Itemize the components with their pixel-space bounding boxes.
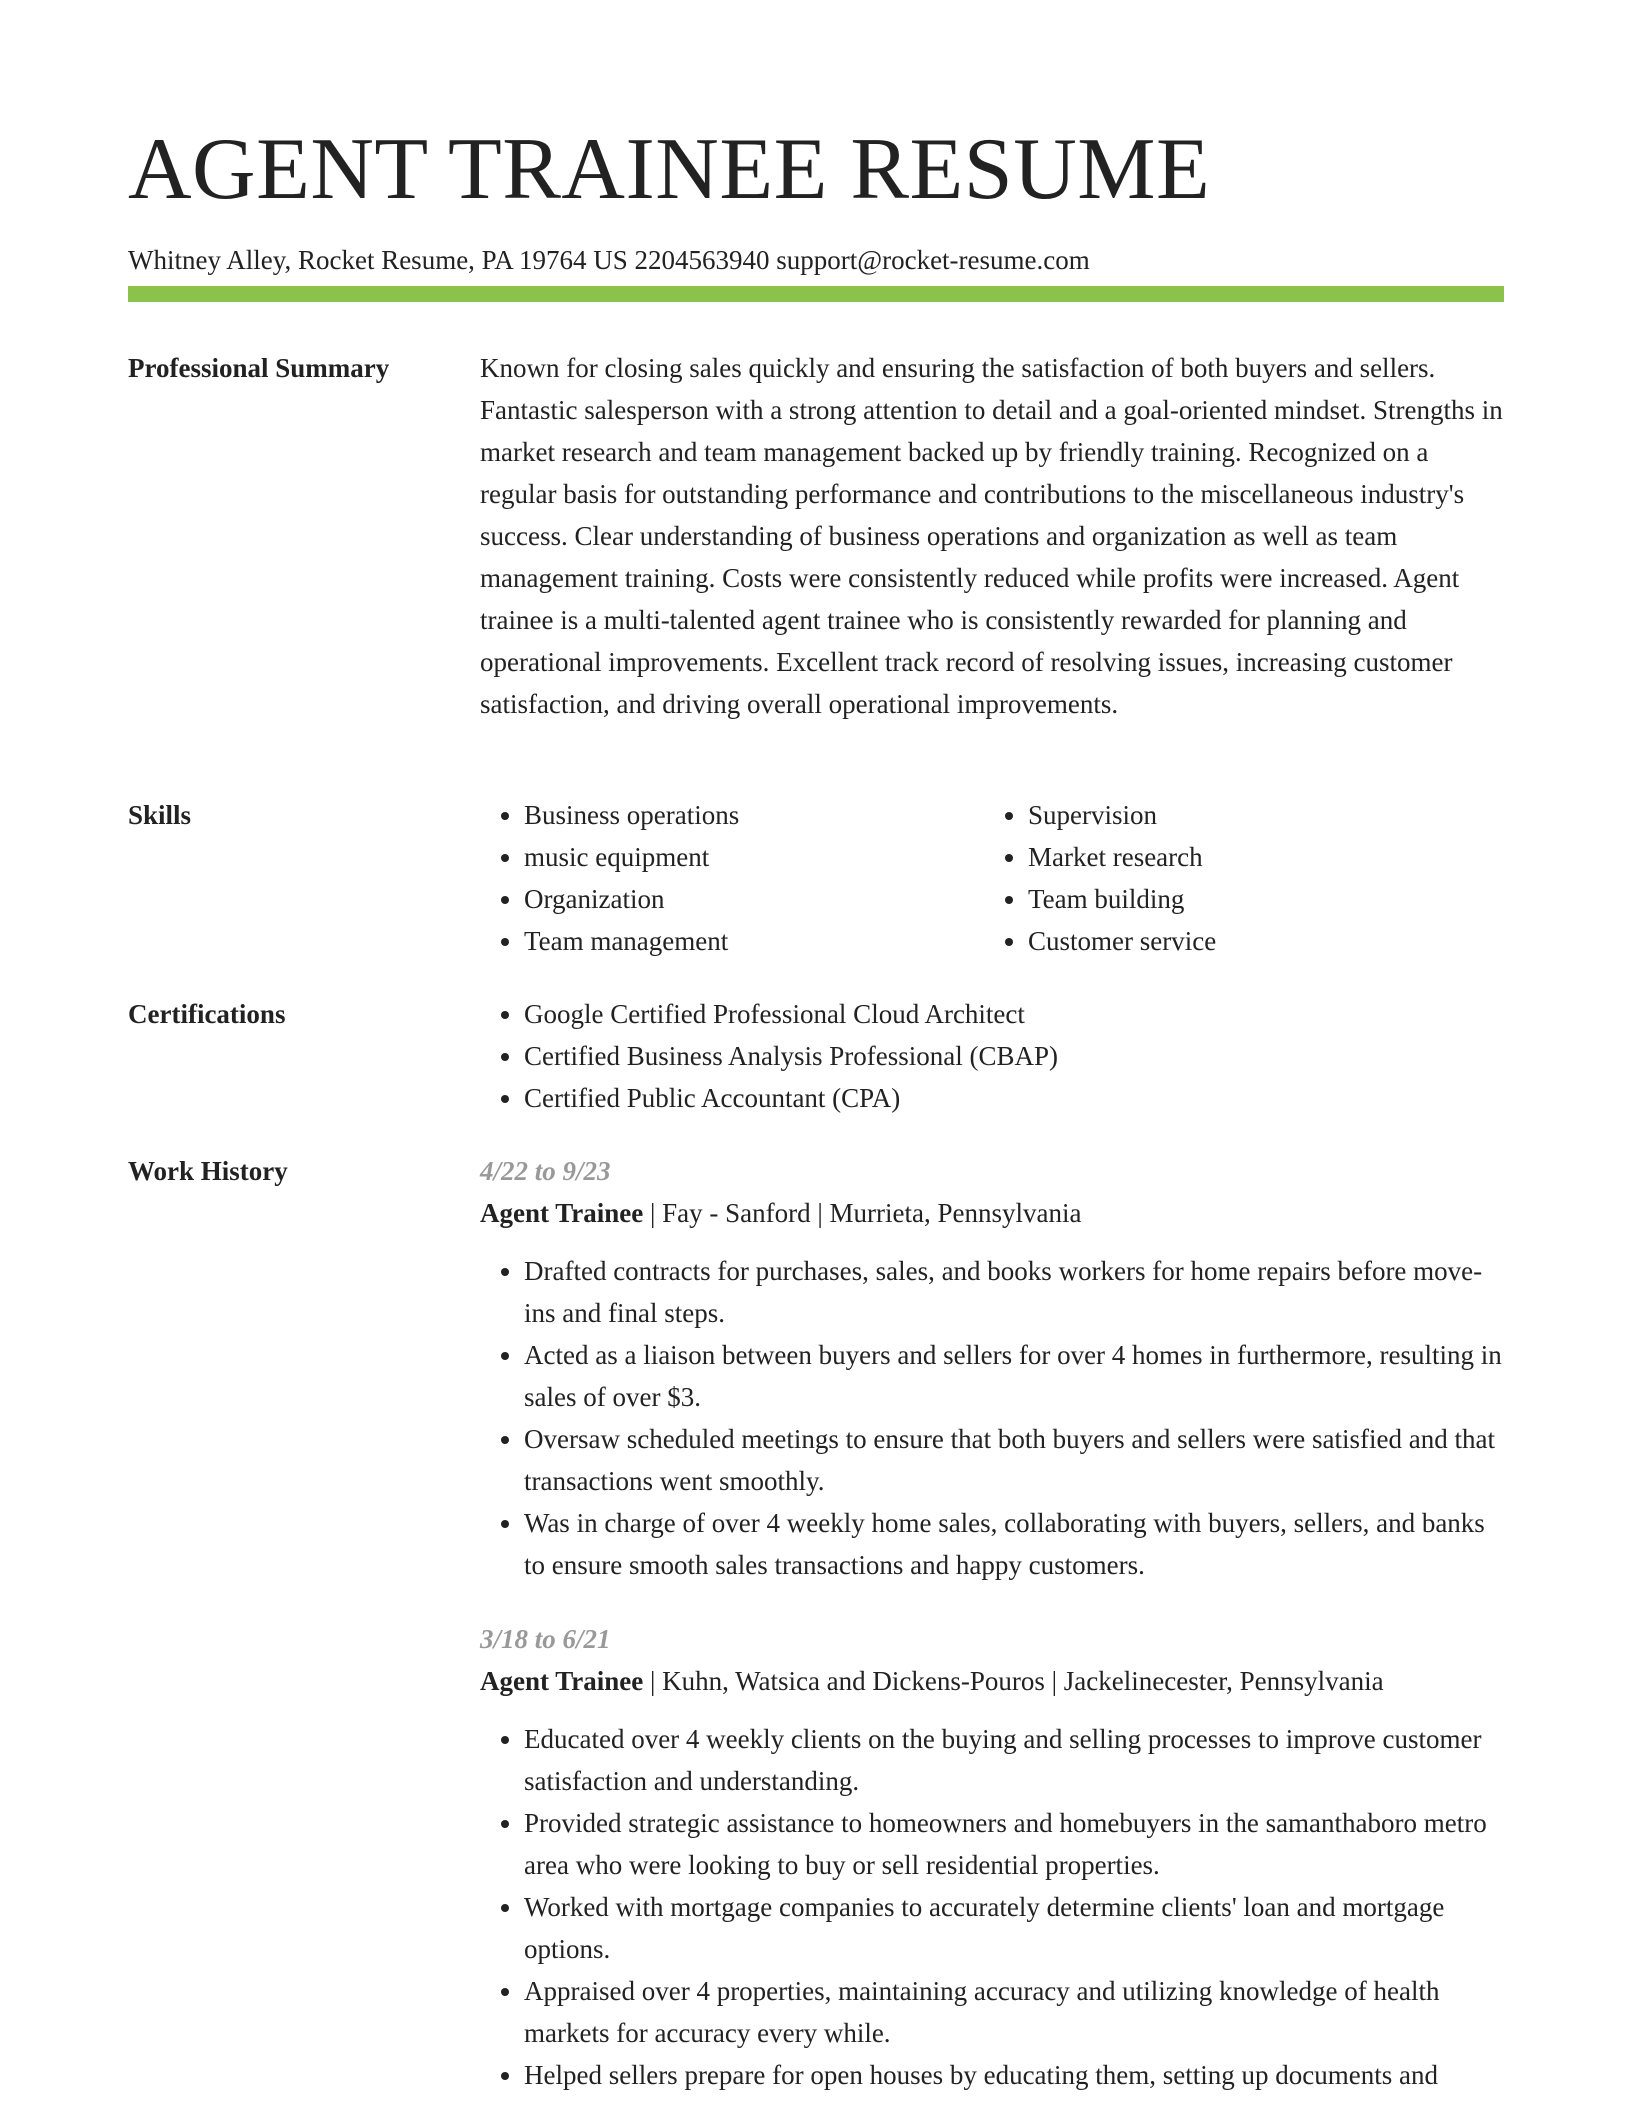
- job-employer-location: | Kuhn, Watsica and Dickens-Pouros | Jackelinecester, Pennsylvania: [643, 1666, 1384, 1696]
- job-title: Agent Trainee: [480, 1666, 644, 1696]
- skills-column-right: [984, 794, 1488, 962]
- job-dates: 4/22 to 9/23: [480, 1156, 611, 1186]
- certification-item: • Certified Business Analysis Professional (CBAP): [524, 1035, 1506, 1077]
- skill-item: • music equipment: [524, 836, 984, 878]
- job-bullet-list: [480, 1250, 1506, 1586]
- certification-item: • Certified Public Accountant (CPA): [524, 1077, 1506, 1119]
- job-bullet: • Provided strategic assistance to homeowners and homebuyers in the samanthaboro metro area who were looking to buy or sell residential properties.: [524, 1802, 1506, 1886]
- skill-item: • Supervision: [1028, 794, 1488, 836]
- skills-list-right: [984, 794, 1488, 962]
- job-bullet-list: [480, 1718, 1506, 2096]
- job-employer-location: | Fay - Sanford | Murrieta, Pennsylvania: [643, 1198, 1082, 1228]
- work-history-heading: Work History: [128, 1156, 288, 1186]
- skills-body: [480, 794, 1506, 962]
- skills-list-left: [480, 794, 984, 962]
- job-bullet: • Drafted contracts for purchases, sales, and books workers for home repairs before move-ins and final steps.: [524, 1250, 1506, 1334]
- resume-header: [128, 118, 1504, 276]
- job-heading: [480, 1660, 1506, 1702]
- skill-item: • Business operations: [524, 794, 984, 836]
- work-history-body: [480, 1150, 1506, 2096]
- skill-item: • Market research: [1028, 836, 1488, 878]
- job-dates: 3/18 to 6/21: [480, 1624, 611, 1654]
- skill-item: • Customer service: [1028, 920, 1488, 962]
- summary-body: [480, 347, 1506, 725]
- certifications-list: [480, 993, 1506, 1119]
- skills-heading: Skills: [128, 800, 192, 830]
- summary-text: Known for closing sales quickly and ensuring the satisfaction of both buyers and sellers. Fantastic salesperson with a strong attention to detail and a goal-oriented mindset. Strengths in market research and team management backed up by friendly training. Recognized on a regular basis for outstanding performance and contributions to the miscellaneous industry's success. Clear understanding of business operations and organization as well as team management training. Costs were consistently reduced while profits were increased. Agent trainee is a multi-talented agent trainee who is consistently rewarded for planning and operational improvements. Excellent track record of resolving issues, increasing customer satisfaction, and driving overall operational improvements.: [480, 353, 1503, 719]
- resume-title: AGENT TRAINEE RESUME: [128, 121, 1211, 218]
- summary-heading: Professional Summary: [128, 353, 390, 383]
- certifications-body: [480, 993, 1506, 1119]
- job-bullet: • Worked with mortgage companies to accurately determine clients' loan and mortgage options.: [524, 1886, 1506, 1970]
- contact-line: Whitney Alley, Rocket Resume, PA 19764 US 2204563940 support@rocket-resume.com: [128, 245, 1090, 275]
- job-entry: [480, 1618, 1506, 2096]
- job-bullet: • Educated over 4 weekly clients on the buying and selling processes to improve customer satisfaction and understanding.: [524, 1718, 1506, 1802]
- job-heading: [480, 1192, 1506, 1234]
- job-bullet: • Oversaw scheduled meetings to ensure that both buyers and sellers were satisfied and that transactions went smoothly.: [524, 1418, 1506, 1502]
- skill-item: • Team building: [1028, 878, 1488, 920]
- certification-item: • Google Certified Professional Cloud Architect: [524, 993, 1506, 1035]
- job-bullet: • Appraised over 4 properties, maintaining accuracy and utilizing knowledge of health markets for accuracy every while.: [524, 1970, 1506, 2054]
- certifications-heading: Certifications: [128, 999, 286, 1029]
- job-bullet: • Acted as a liaison between buyers and sellers for over 4 homes in furthermore, resulting in sales of over $3.: [524, 1334, 1506, 1418]
- job-bullet: • Helped sellers prepare for open houses by educating them, setting up documents and: [524, 2054, 1506, 2096]
- accent-divider: [128, 286, 1504, 302]
- job-bullet: • Was in charge of over 4 weekly home sales, collaborating with buyers, sellers, and banks to ensure smooth sales transactions and happy customers.: [524, 1502, 1506, 1586]
- skill-item: • Organization: [524, 878, 984, 920]
- skill-item: • Team management: [524, 920, 984, 962]
- skills-column-left: [480, 794, 984, 962]
- job-title: Agent Trainee: [480, 1198, 644, 1228]
- job-entry: [480, 1150, 1506, 1586]
